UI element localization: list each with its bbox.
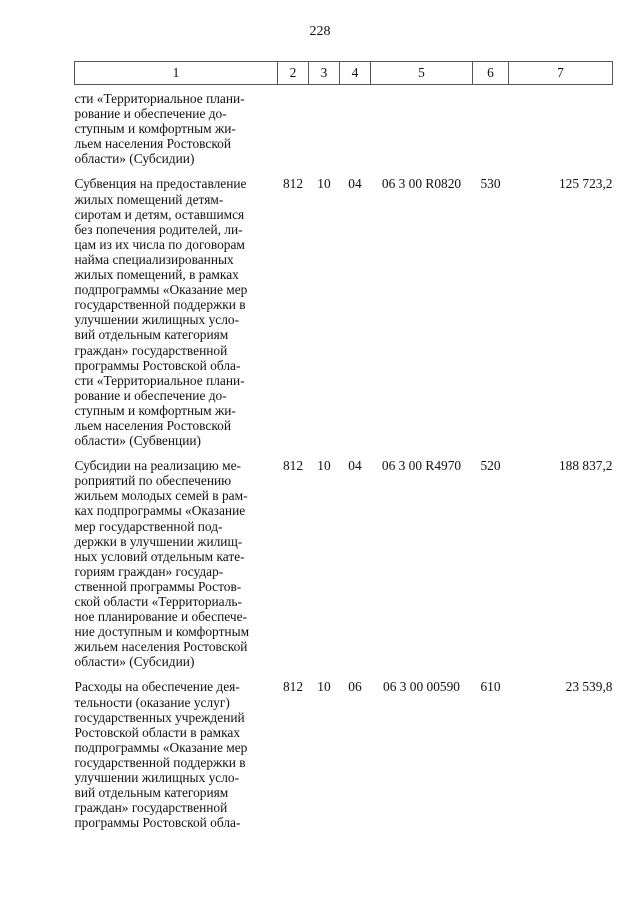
- table-row: [75, 85, 613, 167]
- table-row: [75, 166, 613, 448]
- column-header: 2: [278, 62, 309, 85]
- table-row: [75, 669, 613, 830]
- amount-cell: 188 837,2: [558, 458, 613, 474]
- expense-name-line: льем населения Ростовской: [74, 417, 232, 433]
- expense-name-line: государственной поддержки в: [74, 297, 246, 313]
- expense-type-cell: 520: [480, 458, 501, 474]
- column-header: 4: [340, 62, 371, 85]
- budget-table: [74, 61, 613, 830]
- expense-name-line: программы Ростовской обла-: [74, 357, 241, 373]
- expense-name-line: вий отдельным категориям: [74, 785, 229, 801]
- expense-name-line: ступным и комфортным жи-: [74, 121, 236, 137]
- expense-name-line: рование и обеспечение до-: [74, 387, 227, 403]
- expense-name-line: Субсидии на реализацию ме-: [74, 458, 241, 474]
- expense-name-line: сти «Территориальное плани-: [74, 91, 245, 106]
- column-header: 3: [309, 62, 340, 85]
- expense-name-line: государственной поддержки в: [74, 754, 246, 770]
- expense-name-line: цам из их числа по договорам: [74, 236, 245, 252]
- section-code-cell: 10: [317, 458, 331, 474]
- expense-name-line: ской области «Территориаль-: [74, 594, 242, 609]
- expense-name-line: государственных учреждений: [74, 709, 245, 725]
- expense-name-line: ние доступным и комфортным: [74, 624, 250, 640]
- header-row: [75, 62, 613, 85]
- target-article-cell: 06 3 00 R4970: [381, 458, 462, 474]
- expense-type-cell: 530: [480, 176, 501, 192]
- ministry-code-cell: 812: [282, 679, 304, 695]
- ministry-code-cell: 812: [282, 458, 304, 474]
- expense-name-line: ступным и комфортным жи-: [74, 402, 236, 418]
- expense-name-line: мер государственной под-: [74, 518, 223, 534]
- expense-name-line: роприятий по обеспечению: [74, 473, 232, 489]
- expense-name-line: Ростовской области в рамках: [74, 724, 241, 740]
- column-header: 5: [371, 62, 473, 85]
- column-header: 7: [509, 62, 613, 85]
- expense-type-cell: [473, 85, 509, 167]
- expense-name-cell: [75, 669, 278, 830]
- expense-name-line: ках подпрограммы «Оказание: [74, 503, 246, 519]
- expense-name-line: граждан» государственной: [74, 342, 228, 358]
- amount-cell: 125 723,2: [558, 176, 613, 192]
- ministry-code-cell: 812: [282, 176, 304, 192]
- expense-name-line: области» (Субвенции): [74, 433, 202, 449]
- expense-name-line: держки в улучшении жилищ-: [74, 533, 243, 549]
- expense-name-line: без попечения родителей, ли-: [74, 221, 243, 237]
- section-code-cell: [309, 85, 340, 167]
- amount-cell: [509, 85, 613, 167]
- ministry-code-cell: [278, 85, 309, 167]
- expense-name-line: гориям граждан» государ-: [74, 563, 224, 579]
- expense-name-line: области» (Субсидии): [74, 151, 195, 167]
- expense-name-line: улучшении жилищных усло-: [74, 312, 240, 328]
- target-article-cell: 06 3 00 R0820: [381, 176, 462, 192]
- expense-name-line: жилых помещений детям-: [74, 191, 224, 207]
- page-number: 228: [309, 24, 331, 39]
- subsection-code-cell: [340, 85, 371, 167]
- subsection-code-cell: 04: [348, 176, 362, 192]
- expense-name-line: Расходы на обеспечение дея-: [74, 679, 240, 695]
- expense-name-line: рование и обеспечение до-: [74, 106, 227, 122]
- expense-name-line: Субвенция на предоставление: [74, 176, 247, 192]
- expense-name-line: жильем молодых семей в рам-: [74, 488, 248, 504]
- expense-name-line: льем населения Ростовской: [74, 136, 232, 152]
- expense-name-line: сиротам и детям, оставшимся: [74, 206, 245, 222]
- target-article-cell: [371, 85, 473, 167]
- column-header: 1: [75, 62, 278, 85]
- expense-name-line: области» (Субсидии): [74, 654, 195, 670]
- expense-name-line: ственной программы Ростов-: [74, 578, 242, 594]
- expense-name-line: сти «Территориальное плани-: [74, 372, 245, 388]
- expense-name-line: жилых помещений, в рамках: [74, 267, 239, 283]
- expense-name-line: подпрограммы «Оказание мер: [74, 282, 248, 298]
- section-code-cell: 10: [317, 679, 331, 695]
- expense-name-cell: [75, 166, 278, 448]
- expense-name-line: жильем населения Ростовской: [74, 639, 248, 655]
- amount-cell: 23 539,8: [565, 679, 613, 695]
- expense-name-line: ное планирование и обеспече-: [74, 609, 248, 625]
- expense-name-cell: [75, 85, 278, 167]
- table-row: [75, 448, 613, 669]
- section-code-cell: 10: [317, 176, 331, 192]
- target-article-cell: 06 3 00 00590: [383, 679, 460, 695]
- expense-name-line: ных условий отдельным кате-: [74, 548, 245, 564]
- expense-name-cell: [75, 448, 278, 669]
- expense-name-line: граждан» государственной: [74, 800, 228, 816]
- column-header: 6: [473, 62, 509, 85]
- subsection-code-cell: 04: [348, 458, 362, 474]
- expense-name-line: улучшении жилищных усло-: [74, 770, 240, 786]
- expense-name-line: найма специализированных: [74, 251, 234, 267]
- expense-name-line: вий отдельным категориям: [74, 327, 229, 343]
- expense-name-line: программы Ростовской обла-: [74, 815, 241, 831]
- expense-name-line: подпрограммы «Оказание мер: [74, 739, 248, 755]
- expense-name-line: тельности (оказание услуг): [74, 694, 230, 710]
- table-body: [75, 85, 613, 831]
- subsection-code-cell: 06: [348, 679, 362, 695]
- expense-type-cell: 610: [480, 679, 501, 695]
